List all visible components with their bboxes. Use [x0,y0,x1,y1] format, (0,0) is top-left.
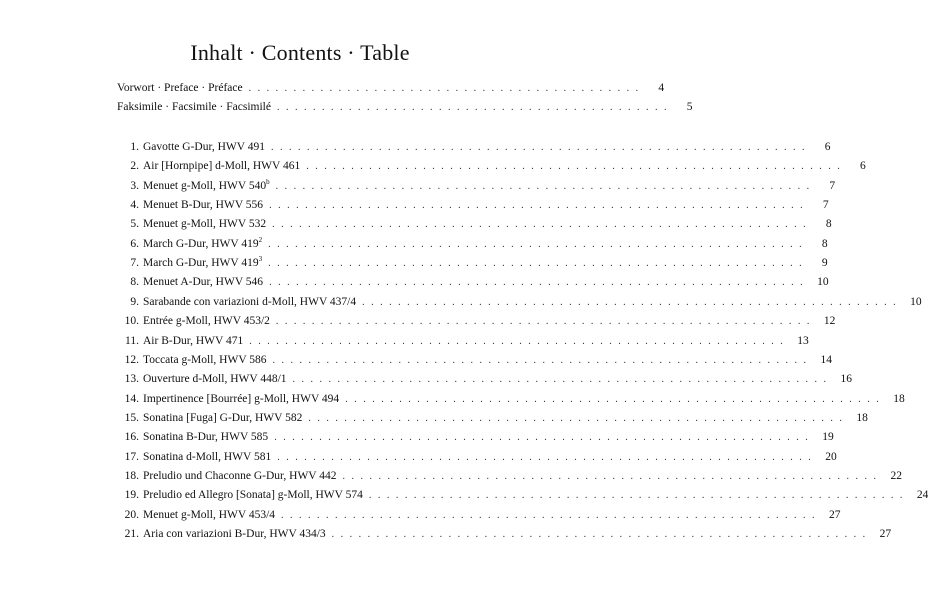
contents-entry [117,141,831,157]
entry-page-number: 6 [860,160,866,173]
entry-page-number: 18 [856,411,868,424]
entry-page-number: 27 [879,528,892,540]
entry-title: Menuet A-Dur, HWV 546 [143,276,264,289]
dot-leader: . . . . . . . . . . . . . . . . . . . . . . . . . . . . . . . . . . . . . . . . . . . . . . . . . . . . . . . . . . . . [342,470,879,482]
entry-label [143,509,275,521]
contents-entry [117,431,834,447]
dot-leader: . . . . . . . . . . . . . . . . . . . . . . . . . . . . . . . . . . . . . . . . . . . . . . . . . . . . . . . . . . . . [308,412,844,424]
entry-title: Ouverture d-Moll, HWV 448/1 [143,373,287,386]
entry-label [143,451,271,463]
entry-page-number: 19 [822,431,834,444]
entry-label: Vorwort · Preface · Préface [117,82,243,94]
entry-number: 9. [130,295,139,308]
entry-number: 11. [125,334,139,347]
entry-label [143,528,326,540]
entry-title: Sarabande con variazioni d-Moll, HWV 437/4 [143,295,357,308]
entry-title: Entrée g-Moll, HWV 453/2 [143,315,270,328]
entry-number: 12. [124,353,139,366]
contents-entry [117,334,809,351]
entry-label [143,177,270,192]
entry-page-number: 27 [829,508,841,521]
dot-leader: . . . . . . . . . . . . . . . . . . . . . . . . . . . . . . . . . . . . . . . . . . . . . . . . . . . . . . . . . . . . [269,200,805,212]
entry-title: Preludio und Chaconne G-Dur, HWV 442 [143,469,337,482]
dot-leader: . . . . . . . . . . . . . . . . . . . . . . . . . . . . . . . . . . . . . . . . . . . . [248,83,641,94]
entry-page-number: 20 [825,450,837,463]
entry-page-number: 10 [910,295,922,308]
entry-number: 17. [124,450,139,463]
entry-page-number: 13 [797,334,809,347]
entry-title: Sonatina [Fuga] G-Dur, HWV 582 [143,411,303,424]
entry-label [143,160,300,172]
dot-leader: . . . . . . . . . . . . . . . . . . . . . . . . . . . . . . . . . . . . . . . . . . . . . . . . . . . . . . . . . . . . [270,142,807,153]
contents-entry [117,528,892,544]
contents-entry [117,392,905,409]
contents-entry [117,315,836,331]
dot-leader: . . . . . . . . . . . . . . . . . . . . . . . . . . . . . . . . . . . . . . . . . . . . [276,102,669,113]
contents-entry [117,235,828,254]
contents-entry [117,276,829,292]
entry-title: Preludio ed Allegro [Sonata] g-Moll, HWV 574 [143,489,363,502]
entry-title: Air [Hornpipe] d-Moll, HWV 461 [143,160,301,173]
entry-label [143,235,263,250]
entry-label [143,431,268,443]
contents-entry [117,199,829,215]
dot-leader: . . . . . . . . . . . . . . . . . . . . . . . . . . . . . . . . . . . . . . . . . . . . . . . . . . . . . . . . . . . . [306,161,842,173]
dot-leader: . . . . . . . . . . . . . . . . . . . . . . . . . . . . . . . . . . . . . . . . . . . . . . . . . . . . . . . . . . . . [268,258,804,270]
entry-title: Impertinence [Bourrée] g-Moll, HWV 494 [143,392,340,405]
entry-superscript: b [266,177,270,186]
entry-title: Toccata g-Moll, HWV 586 [143,353,267,366]
entry-title: Aria con variazioni B-Dur, HWV 434/3 [143,528,326,540]
entry-number: 21. [124,528,139,540]
dot-leader: . . . . . . . . . . . . . . . . . . . . . . . . . . . . . . . . . . . . . . . . . . . . . . . . . . . . . . . . . . . . [272,219,808,231]
entry-page-number: 14 [820,353,833,366]
contents-entry [117,450,837,467]
contents-entry [117,411,868,428]
entry-label [143,218,266,230]
dot-leader: . . . . . . . . . . . . . . . . . . . . . . . . . . . . . . . . . . . . . . . . . . . . . . . . . . . . . . . . . . . . [274,432,810,444]
entry-page-number: 16 [840,373,853,386]
entry-number: 2. [130,160,139,173]
entry-page-number: 7 [829,179,836,192]
entry-label [143,199,263,211]
entry-page-number: 8 [821,237,828,250]
entry-number: 18. [124,469,139,482]
entry-number: 6. [130,237,139,250]
entry-label [143,296,356,308]
front-matter-row [117,82,665,98]
dot-leader: . . . . . . . . . . . . . . . . . . . . . . . . . . . . . . . . . . . . . . . . . . . . . . . . . . . . . . . . . . . . [292,374,829,386]
contents-entry [117,353,833,370]
entry-number: 1. [130,141,139,153]
dot-leader: . . . . . . . . . . . . . . . . . . . . . . . . . . . . . . . . . . . . . . . . . . . . . . . . . . . . . . . . . . . . [268,238,804,250]
entry-number: 20. [124,508,139,521]
entry-page-number: 5 [686,101,693,113]
entry-title: March G-Dur, HWV 419 [143,237,259,250]
contents-entry [117,218,832,234]
entry-label [143,335,243,347]
contents-entry [117,489,928,505]
entry-title: Air B-Dur, HWV 471 [143,334,244,347]
entry-number: 16. [124,431,139,444]
dot-leader: . . . . . . . . . . . . . . . . . . . . . . . . . . . . . . . . . . . . . . . . . . . . . . . . . . . . . . . . . . . . [331,529,868,540]
contents-entry [117,373,853,389]
contents-entry [117,255,828,273]
entry-title: Menuet g-Moll, HWV 453/4 [143,508,276,521]
contents-entry [117,469,903,486]
entry-number: 7. [130,257,139,270]
entry-label [143,276,263,288]
entry-page-number: 12 [823,315,836,328]
entry-label [143,141,265,153]
entry-title: Sonatina B-Dur, HWV 585 [143,431,269,444]
dot-leader: . . . . . . . . . . . . . . . . . . . . . . . . . . . . . . . . . . . . . . . . . . . . . . . . . . . . . . . . . . . . [277,451,813,463]
entry-label [143,412,302,424]
entry-number: 15. [124,411,139,424]
front-matter-row [117,101,693,117]
contents-entry [117,160,866,176]
entry-label [143,373,287,385]
dot-leader: . . . . . . . . . . . . . . . . . . . . . . . . . . . . . . . . . . . . . . . . . . . . . . . . . . . . . . . . . . . . [249,335,785,347]
dot-leader: . . . . . . . . . . . . . . . . . . . . . . . . . . . . . . . . . . . . . . . . . . . . . . . . . . . . . . . . . . . . [275,180,812,192]
entry-number: 8. [130,276,139,289]
entry-title: March G-Dur, HWV 419 [143,257,259,270]
entry-number: 19. [124,489,139,502]
dot-leader: . . . . . . . . . . . . . . . . . . . . . . . . . . . . . . . . . . . . . . . . . . . . . . . . . . . . . . . . . . . . [269,277,805,289]
entry-page-number: 6 [824,141,831,153]
entry-superscript: 3 [258,255,263,264]
entry-number: 14. [124,392,139,405]
entry-page-number: 9 [821,257,828,270]
entry-label [143,489,363,501]
entry-page-number: 4 [658,82,665,94]
entry-page-number: 24 [916,489,928,502]
contents-entry [117,508,841,525]
entry-title: Sonatina d-Moll, HWV 581 [143,450,272,463]
contents-entry [117,177,836,196]
entry-page-number: 7 [822,199,829,212]
entry-title: Menuet B-Dur, HWV 556 [143,199,264,212]
entry-label [143,257,262,269]
dot-leader: . . . . . . . . . . . . . . . . . . . . . . . . . . . . . . . . . . . . . . . . . . . . . . . . . . . . . . . . . . . . [345,393,881,405]
entry-number: 13. [124,373,139,386]
entry-label [143,354,267,366]
entry-label [143,470,337,482]
entry-title: Menuet g-Moll, HWV 532 [143,218,267,231]
entry-number: 4. [130,199,139,212]
dot-leader: . . . . . . . . . . . . . . . . . . . . . . . . . . . . . . . . . . . . . . . . . . . . . . . . . . . . . . . . . . . . [368,490,905,502]
dot-leader: . . . . . . . . . . . . . . . . . . . . . . . . . . . . . . . . . . . . . . . . . . . . . . . . . . . . . . . . . . . . [281,509,817,521]
entry-page-number: 8 [825,218,832,231]
entry-number: 10. [124,315,139,328]
dot-leader: . . . . . . . . . . . . . . . . . . . . . . . . . . . . . . . . . . . . . . . . . . . . . . . . . . . . . . . . . . . . [362,296,898,308]
entry-superscript: 2 [258,235,263,244]
entry-title: Gavotte G-Dur, HWV 491 [143,141,265,153]
entry-label [143,393,339,405]
entry-page-number: 18 [893,392,905,405]
entry-label: Faksimile · Facsimile · Facsimilé [117,101,271,113]
entry-page-number: 10 [817,276,829,289]
entry-number: 3. [130,179,139,192]
contents-entry [117,295,922,312]
entry-label [143,315,270,327]
page-title: Inhalt · Contents · Table [190,40,410,65]
entry-page-number: 22 [890,469,903,482]
entry-title: Menuet g-Moll, HWV 540 [143,179,267,192]
dot-leader: . . . . . . . . . . . . . . . . . . . . . . . . . . . . . . . . . . . . . . . . . . . . . . . . . . . . . . . . . . . . [272,354,809,366]
dot-leader: . . . . . . . . . . . . . . . . . . . . . . . . . . . . . . . . . . . . . . . . . . . . . . . . . . . . . . . . . . . . [275,316,812,328]
entry-number: 5. [130,218,139,231]
